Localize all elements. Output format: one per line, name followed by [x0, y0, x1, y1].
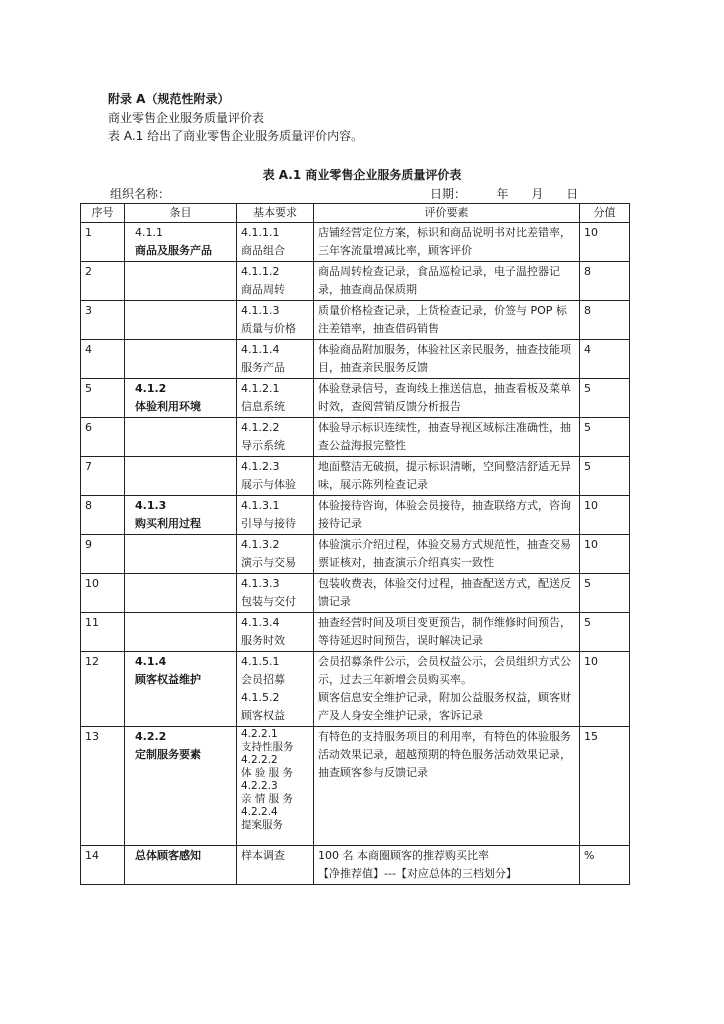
row-clause — [125, 418, 237, 457]
row-score: 5 — [580, 613, 630, 652]
clause-name: 总体顾客感知 — [135, 849, 201, 862]
requirement-name: 支持性服务 — [241, 741, 294, 753]
requirement-number: 4.2.2.3 — [241, 780, 278, 792]
row-clause — [125, 574, 237, 613]
organization-label: 组织名称： — [110, 187, 171, 201]
row-requirement — [237, 727, 314, 846]
row-requirement — [237, 379, 314, 418]
row-elements: 体验登录信号，查询线上推送信息，抽查看板及菜单时效，查阅营销反馈分析报告 — [314, 379, 580, 418]
row-elements: 体验导示标识连续性，抽查导视区域标注准确性，抽查公益海报完整性 — [314, 418, 580, 457]
row-clause — [125, 301, 237, 340]
row-requirement — [237, 846, 314, 885]
row-elements: 商品周转检查记录，食品巡检记录，电子温控器记录，抽查商品保质期 — [314, 262, 580, 301]
row-elements: 体验演示介绍过程，体验交易方式规范性，抽查交易票证核对，抽查演示介绍真实一致性 — [314, 535, 580, 574]
requirement-name: 亲 情 服 务 — [241, 793, 294, 805]
row-requirement — [237, 301, 314, 340]
table-row — [81, 496, 630, 535]
evaluation-table — [80, 203, 630, 885]
clause-number: 4.1.4 — [135, 655, 167, 668]
row-clause — [125, 223, 237, 262]
row-no: 2 — [81, 262, 125, 301]
requirement-number: 4.2.2.2 — [241, 754, 278, 766]
requirement-name: 体 验 服 务 — [241, 767, 294, 779]
requirement-number: 4.1.3.4 — [241, 616, 280, 629]
row-clause — [125, 262, 237, 301]
row-no: 5 — [81, 379, 125, 418]
requirement-number: 4.1.2.3 — [241, 460, 280, 473]
row-clause — [125, 340, 237, 379]
header-no: 序号 — [81, 204, 125, 223]
row-elements: 店铺经营定位方案，标识和商品说明书对比差错率，三年客流量增减比率，顾客评价 — [314, 223, 580, 262]
row-clause — [125, 457, 237, 496]
requirement-number: 4.1.5.2 — [241, 691, 280, 704]
clause-name: 体验利用环境 — [135, 400, 201, 413]
requirement-name: 服务产品 — [241, 361, 285, 374]
row-elements — [314, 846, 580, 885]
row-elements: 抽查经营时间及项目变更预告，制作维修时间预告，等待延迟时间预告，误时解决记录 — [314, 613, 580, 652]
row-requirement — [237, 418, 314, 457]
row-elements: 体验商品附加服务，体验社区亲民服务，抽查技能项目，抽查亲民服务反馈 — [314, 340, 580, 379]
row-requirement — [237, 496, 314, 535]
requirement-name: 展示与体验 — [241, 478, 296, 491]
row-score: 5 — [580, 457, 630, 496]
requirement-name: 演示与交易 — [241, 556, 296, 569]
requirement-name: 提案服务 — [241, 819, 283, 831]
row-score: 10 — [580, 652, 630, 727]
row-no: 4 — [81, 340, 125, 379]
requirement-name: 顾客权益 — [241, 709, 285, 722]
requirement-name: 导示系统 — [241, 439, 285, 452]
table-row — [81, 652, 630, 727]
requirement-number: 4.1.1.2 — [241, 265, 280, 278]
row-score: 5 — [580, 574, 630, 613]
requirement-number: 4.1.3.1 — [241, 499, 280, 512]
row-elements — [314, 652, 580, 727]
requirement-name: 样本调查 — [241, 849, 285, 862]
row-no: 3 — [81, 301, 125, 340]
requirement-number: 4.1.1.1 — [241, 226, 280, 239]
row-score: 10 — [580, 535, 630, 574]
row-no: 9 — [81, 535, 125, 574]
table-description: 表 A.1 给出了商业零售企业服务质量评价内容。 — [108, 129, 364, 143]
row-score: 8 — [580, 301, 630, 340]
requirement-name: 信息系统 — [241, 400, 285, 413]
requirement-number: 4.1.2.2 — [241, 421, 280, 434]
requirement-number: 4.1.3.2 — [241, 538, 280, 551]
row-no: 12 — [81, 652, 125, 727]
row-elements: 体验接待咨询，体验会员接待，抽查联络方式，咨询接待记录 — [314, 496, 580, 535]
header-requirement: 基本要求 — [237, 204, 314, 223]
header-elements: 评价要素 — [314, 204, 580, 223]
row-no: 6 — [81, 418, 125, 457]
requirement-number: 4.2.2.4 — [241, 806, 278, 818]
clause-number: 4.1.1 — [135, 226, 163, 239]
row-no: 7 — [81, 457, 125, 496]
table-row — [81, 379, 630, 418]
row-no: 10 — [81, 574, 125, 613]
table-row — [81, 613, 630, 652]
table-row — [81, 457, 630, 496]
row-no: 14 — [81, 846, 125, 885]
row-requirement — [237, 574, 314, 613]
requirement-number: 4.1.5.1 — [241, 655, 280, 668]
header-item: 条目 — [125, 204, 237, 223]
table-row — [81, 340, 630, 379]
requirement-number: 4.2.2.1 — [241, 728, 278, 740]
row-requirement — [237, 262, 314, 301]
table-row — [81, 846, 630, 885]
row-requirement — [237, 457, 314, 496]
row-no: 13 — [81, 727, 125, 846]
element-text: 顾客信息安全维护记录，附加公益服务权益，顾客财产及人身安全维护记录，客诉记录 — [318, 691, 571, 722]
row-score: 5 — [580, 379, 630, 418]
row-clause — [125, 535, 237, 574]
clause-name: 顾客权益维护 — [135, 673, 201, 686]
row-no: 11 — [81, 613, 125, 652]
requirement-name: 质量与价格 — [241, 322, 296, 335]
requirement-number: 4.1.1.4 — [241, 343, 280, 356]
clause-number: 4.1.3 — [135, 499, 167, 512]
row-clause — [125, 379, 237, 418]
row-requirement — [237, 223, 314, 262]
table-header-row — [81, 204, 630, 223]
table-caption: 表 A.1 商业零售企业服务质量评价表 — [262, 168, 462, 182]
requirement-name: 包装与交付 — [241, 595, 296, 608]
annex-heading: 附录 A（规范性附录） — [108, 92, 230, 106]
document-subtitle: 商业零售企业服务质量评价表 — [108, 111, 265, 125]
row-requirement — [237, 613, 314, 652]
row-requirement — [237, 652, 314, 727]
table-row — [81, 418, 630, 457]
table-row — [81, 727, 630, 846]
requirement-name: 服务时效 — [241, 634, 285, 647]
table-row — [81, 301, 630, 340]
row-requirement — [237, 535, 314, 574]
row-no: 1 — [81, 223, 125, 262]
row-elements: 地面整洁无破损，提示标识清晰，空间整洁舒适无异味，展示陈列检查记录 — [314, 457, 580, 496]
row-clause — [125, 652, 237, 727]
requirement-name: 商品周转 — [241, 283, 285, 296]
row-clause — [125, 846, 237, 885]
row-clause — [125, 727, 237, 846]
element-text: 会员招募条件公示，会员权益公示，会员组织方式公示，过去三年新增会员购买率。 — [318, 655, 571, 686]
element-text: 【净推荐值】---【对应总体的三档划分】 — [318, 867, 517, 880]
clause-number: 4.1.2 — [135, 382, 167, 395]
table-row — [81, 262, 630, 301]
date-label: 日期： 年 月 日 — [430, 187, 579, 201]
table-row — [81, 223, 630, 262]
requirement-name: 会员招募 — [241, 673, 285, 686]
row-score: 10 — [580, 496, 630, 535]
row-clause — [125, 613, 237, 652]
clause-name: 定制服务要素 — [135, 748, 201, 761]
header-score: 分值 — [580, 204, 630, 223]
clause-name: 购买利用过程 — [135, 517, 201, 530]
requirement-number: 4.1.3.3 — [241, 577, 280, 590]
row-elements: 质量价格检查记录，上货检查记录，价签与 POP 标注差错率，抽查借码销售 — [314, 301, 580, 340]
row-no: 8 — [81, 496, 125, 535]
row-score: 15 — [580, 727, 630, 846]
requirement-number: 4.1.1.3 — [241, 304, 280, 317]
row-elements: 包装收费表，体验交付过程，抽查配送方式，配送反馈记录 — [314, 574, 580, 613]
row-elements: 有特色的支持服务项目的利用率，有特色的体验服务活动效果记录，超越预期的特色服务活动效果记录，抽查顾客参与反馈记录 — [314, 727, 580, 846]
row-score: % — [580, 846, 630, 885]
requirement-number: 4.1.2.1 — [241, 382, 280, 395]
requirement-name: 商品组合 — [241, 244, 285, 257]
clause-number: 4.2.2 — [135, 730, 167, 743]
row-score: 8 — [580, 262, 630, 301]
row-requirement — [237, 340, 314, 379]
row-score: 4 — [580, 340, 630, 379]
row-clause — [125, 496, 237, 535]
requirement-name: 引导与接待 — [241, 517, 296, 530]
table-row — [81, 535, 630, 574]
table-row — [81, 574, 630, 613]
row-score: 5 — [580, 418, 630, 457]
clause-name: 商品及服务产品 — [135, 244, 212, 257]
element-text: 100 名 本商圈顾客的推荐购买比率 — [318, 849, 489, 862]
row-score: 10 — [580, 223, 630, 262]
